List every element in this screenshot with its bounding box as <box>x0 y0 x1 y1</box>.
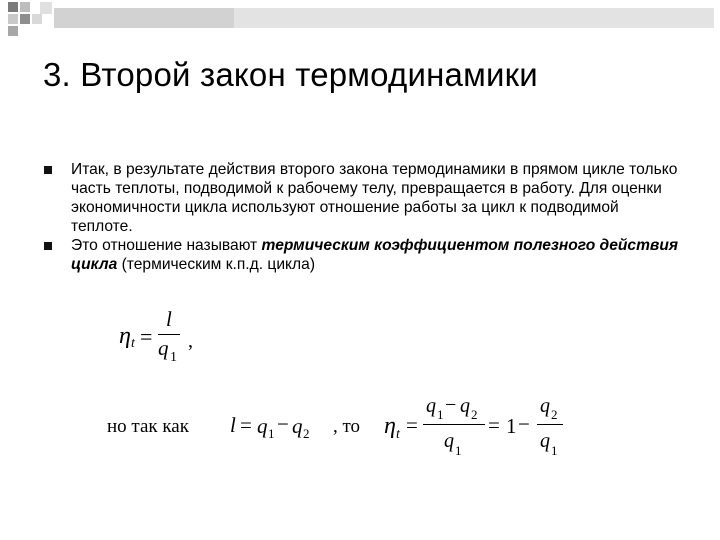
then-text: , то <box>333 416 361 437</box>
minus-sign: − <box>277 412 289 436</box>
minus-sign: − <box>518 412 530 436</box>
bullet-text-2-prefix: Это отношение называют <box>71 237 262 254</box>
bullet-square-icon <box>44 166 52 174</box>
bullet-text-2-suffix: (термическим к.п.д. цикла) <box>117 256 316 273</box>
equals-sign: = <box>488 413 500 437</box>
minus-sign: − <box>445 394 457 416</box>
subscript-1: 1 <box>437 407 444 422</box>
one: 1 <box>506 414 517 438</box>
comma: , <box>188 330 193 352</box>
fraction-bar <box>423 424 485 425</box>
equals-sign: = <box>140 324 153 349</box>
formula-area <box>0 300 720 470</box>
eta-subscript: t <box>396 427 400 442</box>
bullet-item-2 <box>44 236 684 274</box>
heat-symbol: q <box>540 395 550 417</box>
equals-sign: = <box>240 413 252 437</box>
bullet-item-1 <box>44 160 684 236</box>
but-since-text: но так как <box>107 416 189 437</box>
equals-sign: = <box>406 413 418 437</box>
heat-symbol: q <box>257 414 268 438</box>
bullet-list <box>44 160 684 274</box>
heat-subscript: 1 <box>170 350 177 365</box>
subscript-1: 1 <box>268 426 275 441</box>
heat-symbol: q <box>426 395 436 417</box>
subscript-1: 1 <box>551 443 558 458</box>
subscript-2: 2 <box>551 407 558 422</box>
work-symbol: l <box>230 413 236 437</box>
eta-subscript: t <box>131 336 135 351</box>
bullet-square-icon <box>44 242 52 250</box>
fraction-bar <box>537 424 563 425</box>
work-symbol: l <box>166 307 172 331</box>
subscript-2: 2 <box>303 426 310 441</box>
heat-symbol: q <box>158 336 169 360</box>
subscript-1: 1 <box>455 443 462 458</box>
heat-symbol: q <box>444 430 454 452</box>
header-decoration <box>0 0 720 40</box>
heat-symbol: q <box>540 430 550 452</box>
heat-symbol: q <box>460 395 470 417</box>
heat-symbol: q <box>292 414 303 438</box>
bullet-text-2-emphasis: термическим коэффициентом полезного действия цикла <box>71 237 679 273</box>
slide-title: 3. Второй закон термодинамики <box>43 56 538 93</box>
subscript-2: 2 <box>471 407 478 422</box>
bullet-text-1: Итак, в результате действия второго закона термодинамики в прямом цикле только часть теплоты, подводимой к рабочему телу, превращается в работу. Для оценки экономичности цикла используют отношение работы за цикл к подводимой теплоте. <box>71 161 678 235</box>
eta-symbol: η <box>119 323 131 349</box>
eta-symbol: η <box>384 413 396 439</box>
fraction-bar <box>158 334 180 335</box>
